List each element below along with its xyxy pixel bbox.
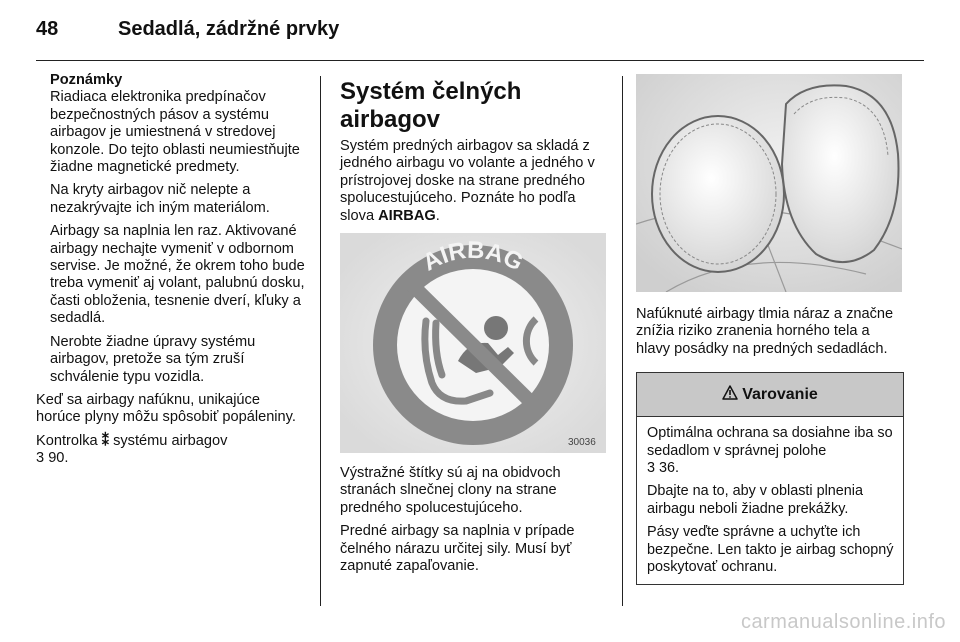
paragraph-protection: Nafúknuté airbagy tlmia náraz a značne znížia riziko zranenia horného tela a hlavy posádky na predných sedadlách. xyxy=(636,306,894,357)
indicator-text-a: Kontrolka xyxy=(36,432,98,449)
column-divider-2 xyxy=(622,76,623,606)
page-number: 48 xyxy=(36,18,59,40)
warning-paragraph-2: Dbajte na to, aby v oblasti plnenia airbagu neboli žiadne prekážky. xyxy=(647,483,864,517)
note-paragraph-1: Riadiaca elektronika predpínačov bezpečnostných pásov a systému airbagov je umiestnená v stredovej konzole. Do tejto oblasti neumiestňujte žiadne magnetické predmety. xyxy=(50,89,300,176)
note-paragraph-3: Airbagy sa naplnia len raz. Aktivované airbagy nechajte vymeniť v odbornom servise. Je možné, že okrem toho bude treba vymeniť aj volant, palubnú dosku, časti obloženia, tesnenie dverí, kľuky a sedadlá. xyxy=(50,223,305,327)
warning-box-header xyxy=(637,373,903,417)
warning-paragraph-1-text: Optimálna ochrana sa dosiahne iba so sedadlom v správnej polohe xyxy=(647,425,893,459)
paragraph-deployment: Predné airbagy sa naplnia v prípade čelného nárazu určitej sily. Musí byť zapnuté zapaľovanie. xyxy=(340,523,575,575)
note-paragraph-4: Nerobte žiadne úpravy systému airbagov, pretože sa tým zruší schválenie typu vozidla. xyxy=(50,333,256,385)
indicator-text-b: systému airbagov xyxy=(113,432,228,449)
page-reference[interactable]: 90. xyxy=(48,450,69,467)
figure-number: 30036 xyxy=(568,437,596,449)
airbag-warning-sign-figure xyxy=(340,233,606,453)
page-reference[interactable]: 36. xyxy=(659,460,680,477)
watermark: carmanualsonline.info xyxy=(740,611,946,633)
page-ref-arrow-icon: 3 xyxy=(647,460,656,477)
warning-paragraph-3: Pásy veďte správne a uchyťte ich bezpečne. Len takto je airbag schopný poskytovať ochranu. xyxy=(647,524,894,576)
sign-airbag-text: AIRBAG xyxy=(418,236,528,277)
warning-triangle-icon xyxy=(722,385,738,404)
page-title: Sedadlá, zádržné prvky xyxy=(118,18,340,40)
column-1 xyxy=(36,72,308,474)
paragraph-burn-warning: Keď sa airbagy nafúknu, unikajúce horúce plyny môžu spôsobiť popáleniny. xyxy=(36,391,296,426)
inflated-airbags-figure xyxy=(636,74,902,292)
column-3 xyxy=(636,74,904,585)
note-paragraph-2: Na kryty airbagov nič nelepte a nezakrývajte ich iným materiálom. xyxy=(50,182,270,216)
paragraph-indicator xyxy=(36,433,308,468)
note-block xyxy=(36,72,308,386)
note-heading: Poznámky xyxy=(50,72,123,88)
page-header xyxy=(36,18,924,46)
warning-box-body xyxy=(637,417,903,584)
airbag-word: AIRBAG xyxy=(378,207,436,224)
section-heading: Systém čelných airbagov xyxy=(340,78,522,133)
column-divider-1 xyxy=(320,76,321,606)
warning-paragraph-1 xyxy=(647,425,903,477)
warning-box xyxy=(636,372,904,585)
airbag-indicator-icon: ⁑ xyxy=(101,432,110,449)
paragraph-airbag-system-text: Systém predných airbagov sa skladá z jedného airbagu vo volante a jedného v prístrojovej doske na strane predného spolucestujúceho. Poznáte ho podľa slova xyxy=(340,138,595,224)
warning-title: Varovanie xyxy=(742,386,818,404)
period: . xyxy=(435,207,440,224)
page-ref-arrow-icon: 3 xyxy=(36,450,45,467)
driver-airbag xyxy=(652,116,784,272)
paragraph-airbag-system xyxy=(340,138,608,225)
paragraph-sun-visor-labels: Výstražné štítky sú aj na obidvoch stranách slnečnej clony na strane predného spolucestujúceho. xyxy=(340,465,561,516)
column-2 xyxy=(340,78,608,581)
header-rule xyxy=(36,60,924,61)
